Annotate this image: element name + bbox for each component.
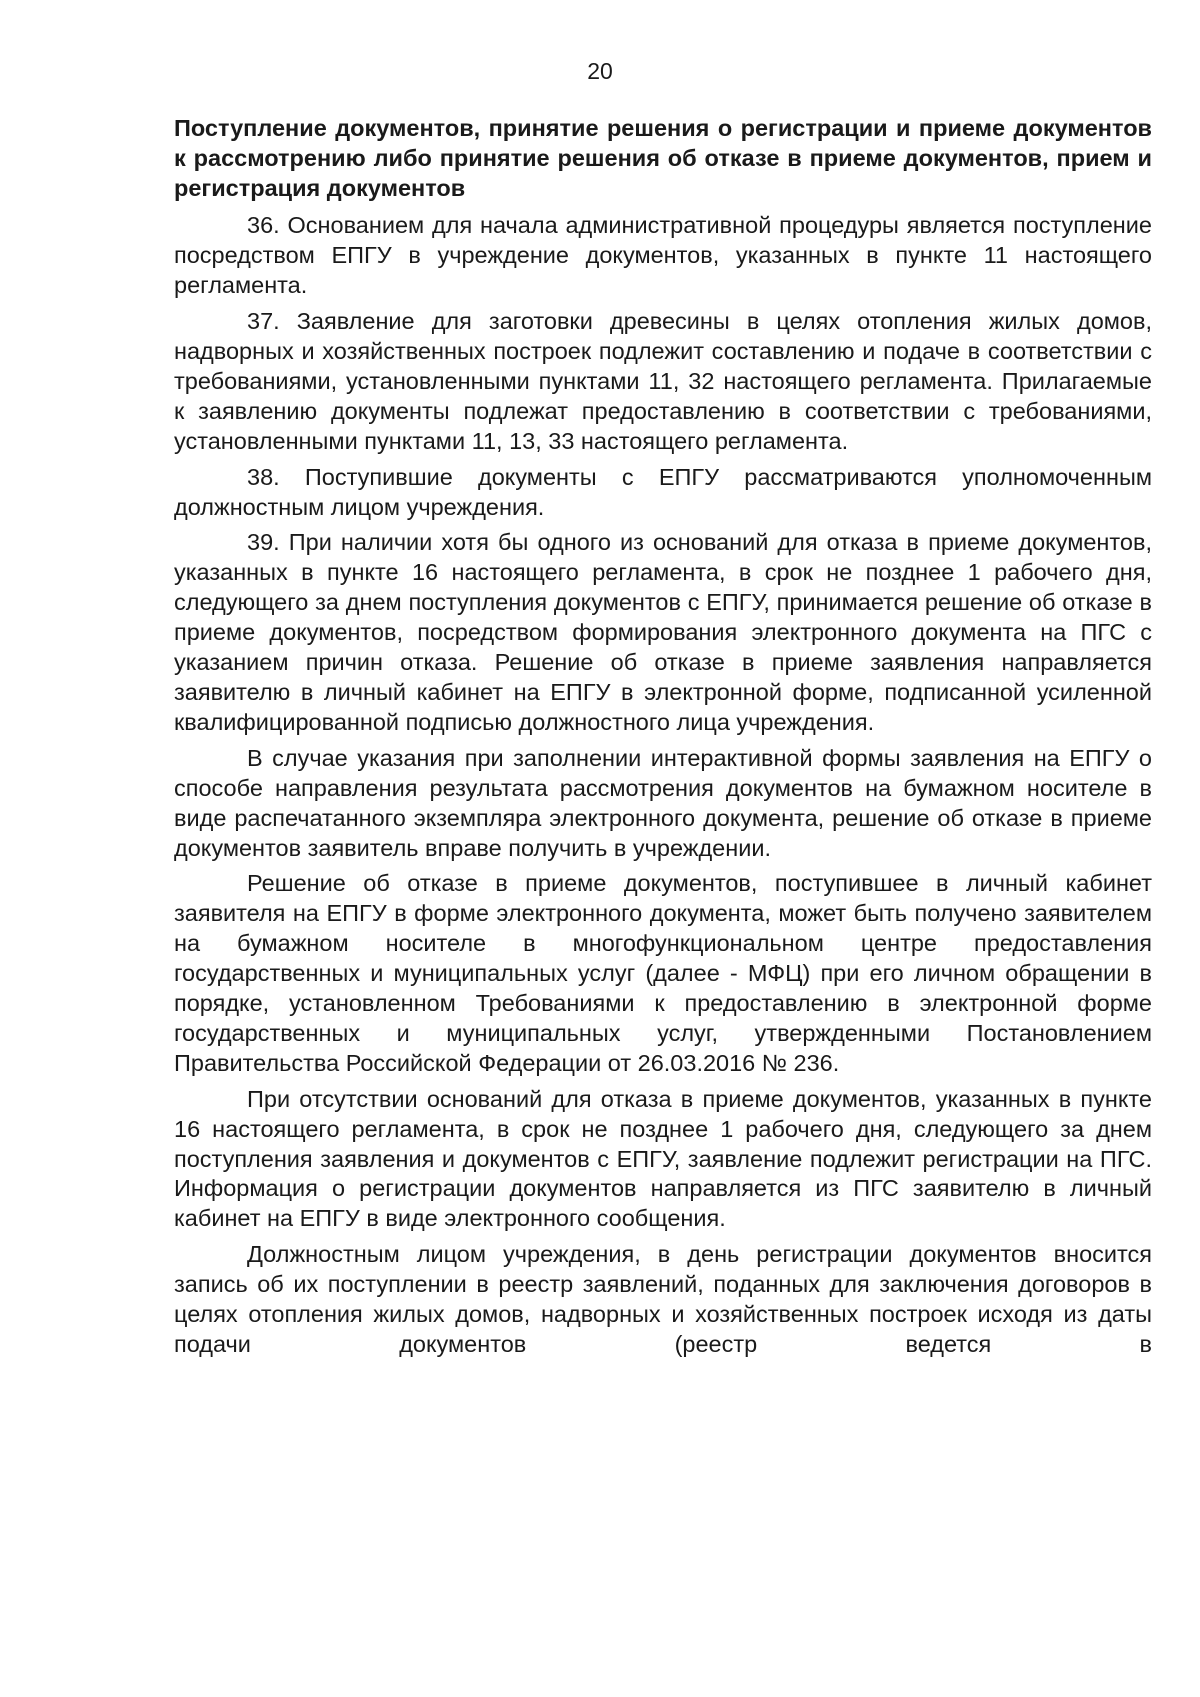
- paragraph-39: 39. При наличии хотя бы одного из оснований для отказа в приеме документов, указанных в пункте 16 настоящего регламента, в срок не позднее 1 рабочего дня, следующего за днем поступления документов с ЕПГУ, принимается решение об отказе в приеме документов, посредством формирования электронного документа на ПГС с указанием причин отказа. Решение об отказе в приеме заявления направляется заявителю в личный кабинет на ЕПГУ в электронной форме, подписанной усиленной квалифицированной подписью должностного лица учреждения.: [174, 529, 1152, 735]
- paragraph-paper-copy: В случае указания при заполнении интерактивной формы заявления на ЕПГУ о способе направления результата рассмотрения документов на бумажном носителе в виде распечатанного экземпляра электронного документа, решение об отказе в приеме документов заявитель вправе получить в учреждении.: [174, 744, 1152, 861]
- paragraph-37: 37. Заявление для заготовки древесины в целях отопления жилых домов, надворных и хозяйственных построек подлежит составлению и подаче в соответствии с требованиями, установленными пунктами 11, 32 настоящего регламента. Прилагаемые к заявлению документы подлежат предоставлению в соответствии с требованиями, установленными пунктами 11, 13, 33 настоящего регламента.: [174, 308, 1152, 454]
- paragraph-registration: При отсутствии оснований для отказа в приеме документов, указанных в пункте 16 настоящего регламента, в срок не позднее 1 рабочего дня, следующего за днем поступления заявления и документов с ЕПГУ, заявление подлежит регистрации на ПГС. Информация о регистрации документов направляется из ПГС заявителю в личный кабинет на ЕПГУ в виде электронного сообщения.: [174, 1085, 1152, 1232]
- paragraph-38: 38. Поступившие документы с ЕПГУ рассматриваются уполномоченным должностным лицом учреждения.: [174, 463, 1152, 520]
- section-heading: Поступление документов, принятие решения о регистрации и приеме документов к рассмотрению либо принятие решения об отказе в приеме документов, прием и регистрация документов: [174, 115, 1152, 201]
- document-body: [174, 114, 1152, 1366]
- paragraph-registry: Должностным лицом учреждения, в день регистрации документов вносится запись об их поступлении в реестр заявлений, поданных для заключения договоров в целях отопления жилых домов, надворных и хозяйственных построек исходя из даты подачи документов (реестр ведется в: [174, 1241, 1152, 1358]
- page-number: 20: [587, 58, 613, 84]
- paragraph-mfc: Решение об отказе в приеме документов, поступившее в личный кабинет заявителя на ЕПГУ в форме электронного документа, может быть получено заявителем на бумажном носителе в многофункциональном центре предоставления государственных и муниципальных услуг (далее - МФЦ) при его личном обращении в порядке, установленном Требованиями к предоставлению в электронной форме государственных и муниципальных услуг, утвержденными Постановлением Правительства Российской Федерации от 26.03.2016 № 236.: [174, 870, 1152, 1076]
- paragraph-36: 36. Основанием для начала административной процедуры является поступление посредством ЕПГУ в учреждение документов, указанных в пункте 11 настоящего регламента.: [174, 212, 1152, 299]
